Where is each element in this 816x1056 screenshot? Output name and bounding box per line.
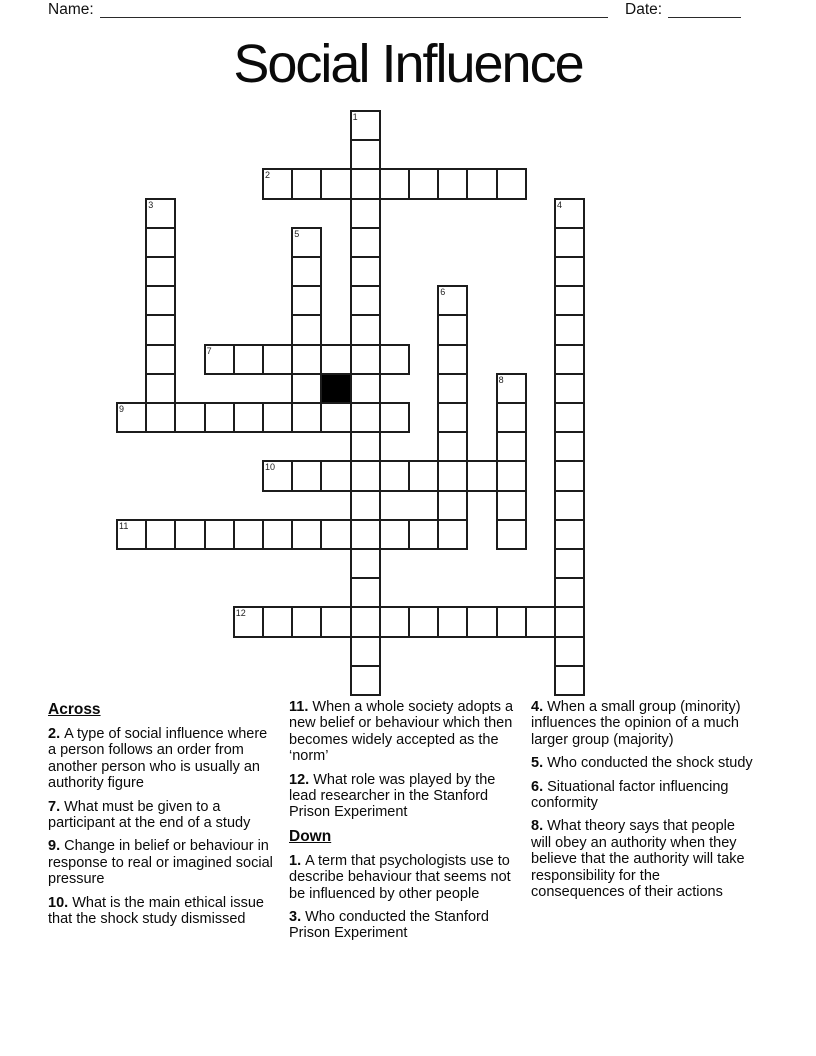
grid-cell[interactable] (554, 198, 585, 229)
grid-cell[interactable] (350, 636, 381, 667)
grid-cell[interactable] (262, 344, 293, 375)
clue-number: 11. (289, 699, 313, 715)
grid-cell[interactable] (554, 285, 585, 316)
clue-number: 9. (48, 838, 65, 855)
grid-cell[interactable] (554, 256, 585, 287)
grid-cell[interactable] (291, 314, 322, 345)
cell-number: 11 (119, 520, 129, 531)
grid-cell[interactable] (379, 460, 410, 491)
grid-cell[interactable] (437, 402, 468, 433)
cell-number: 5 (294, 228, 300, 239)
clue: 11. When a whole society adopts a new belief or behaviour which then becomes widely accepted as the ‘norm’ (289, 699, 514, 765)
grid-cell[interactable] (437, 519, 468, 550)
clues-section-header: Across (48, 701, 101, 718)
grid-cell[interactable] (145, 373, 176, 404)
grid-cell[interactable] (496, 519, 527, 550)
grid-cell[interactable] (262, 519, 293, 550)
grid-cell[interactable] (350, 460, 381, 491)
grid-cell[interactable] (262, 606, 293, 637)
grid-cell[interactable] (437, 285, 468, 316)
grid-cell[interactable] (437, 344, 468, 375)
grid-cell[interactable] (437, 460, 468, 491)
grid-cell[interactable] (291, 606, 322, 637)
grid-cell[interactable] (379, 402, 410, 433)
grid-cell[interactable] (291, 256, 322, 287)
grid-cell[interactable] (437, 373, 468, 404)
clue: 12. What role was played by the lead researcher in the Stanford Prison Experiment (289, 771, 496, 821)
grid-cell[interactable] (554, 314, 585, 345)
grid-cell[interactable] (145, 198, 176, 229)
grid-cell[interactable] (437, 168, 468, 199)
clue: 7. What must be given to a participant at the end of a study (48, 798, 251, 832)
cell-number: 10 (265, 462, 276, 473)
grid-cell[interactable] (116, 519, 147, 550)
grid-cell[interactable] (262, 460, 293, 491)
clue-column-2 (289, 699, 515, 949)
grid-cell[interactable] (437, 490, 468, 521)
grid-cell[interactable] (350, 198, 381, 229)
grid-cell[interactable] (233, 519, 264, 550)
clue-number: 3. (289, 909, 306, 926)
grid-cell[interactable] (379, 168, 410, 199)
grid-cell[interactable] (291, 519, 322, 550)
grid-cell[interactable] (350, 577, 381, 608)
grid-cell[interactable] (350, 256, 381, 287)
grid-cell[interactable] (350, 344, 381, 375)
grid-cell[interactable] (496, 606, 527, 637)
grid-cell[interactable] (437, 431, 468, 462)
cell-number: 12 (235, 608, 246, 619)
grid-cell[interactable] (350, 285, 381, 316)
grid-cell[interactable] (379, 519, 410, 550)
clue-number: 7. (48, 798, 65, 815)
grid-cell[interactable] (291, 460, 322, 491)
grid-cell[interactable] (350, 139, 381, 170)
grid-cell[interactable] (262, 402, 293, 433)
grid-cell[interactable] (145, 314, 176, 345)
cell-number: 3 (148, 199, 154, 210)
grid-cell[interactable] (554, 431, 585, 462)
cell-number: 9 (119, 404, 125, 414)
clue: 1. A term that psychologists use to describe behaviour that seems not be influenced by other people (289, 852, 511, 902)
grid-cell[interactable] (291, 344, 322, 375)
grid-cell[interactable] (350, 665, 381, 696)
grid-cell[interactable] (466, 606, 497, 637)
grid-cell[interactable] (408, 460, 439, 491)
clue-number: 5. (531, 755, 548, 772)
grid-cell[interactable] (350, 490, 381, 521)
grid-cell[interactable] (204, 519, 235, 550)
grid-cell[interactable] (174, 402, 205, 433)
grid-cell[interactable] (350, 373, 381, 404)
grid-cell[interactable] (554, 373, 585, 404)
black-cell (320, 373, 351, 404)
clue: 10. What is the main ethical issue that the shock study dismissed (48, 894, 264, 928)
grid-cell[interactable] (554, 490, 585, 521)
grid-cell[interactable] (320, 344, 351, 375)
clue-column-3 (531, 699, 757, 907)
grid-cell[interactable] (145, 402, 176, 433)
clue: 2. A type of social influence where a person follows an order from another person who is usually an authority figure (48, 726, 268, 792)
clue: 8. What theory says that people will obey an authority when they believe that the authority will take responsibility for the consequences of their actions (531, 818, 745, 901)
clue-number: 1. (289, 852, 306, 869)
grid-cell[interactable] (466, 460, 497, 491)
grid-cell[interactable] (437, 606, 468, 637)
cell-number: 1 (352, 112, 358, 122)
grid-cell[interactable] (379, 606, 410, 637)
grid-cell[interactable] (320, 168, 351, 199)
grid-cell[interactable] (291, 373, 322, 404)
grid-cell[interactable] (145, 519, 176, 550)
grid-cell[interactable] (408, 168, 439, 199)
grid-cell[interactable] (262, 168, 293, 199)
clue-number: 8. (531, 818, 548, 835)
clue: 4. When a small group (minority) influences the opinion of a much larger group (majority) (531, 699, 741, 748)
grid-cell[interactable] (320, 519, 351, 550)
grid-cell[interactable] (320, 606, 351, 637)
grid-cell[interactable] (233, 344, 264, 375)
cell-number: 8 (498, 374, 504, 385)
grid-cell[interactable] (145, 285, 176, 316)
grid-cell[interactable] (350, 402, 381, 433)
grid-cell[interactable] (233, 402, 264, 433)
grid-cell[interactable] (554, 519, 585, 550)
clue: 6. Situational factor influencing conformity (531, 778, 729, 812)
cell-number: 4 (557, 199, 563, 210)
grid-cell[interactable] (525, 606, 556, 637)
grid-cell[interactable] (233, 606, 264, 637)
grid-cell[interactable] (554, 344, 585, 375)
grid-cell[interactable] (145, 344, 176, 375)
cell-number: 6 (440, 287, 446, 298)
grid-cell[interactable] (350, 314, 381, 345)
grid-cell[interactable] (554, 577, 585, 608)
grid-cell[interactable] (379, 344, 410, 375)
grid-cell[interactable] (320, 402, 351, 433)
name-label: Name: (48, 1, 94, 18)
cell-number: 2 (265, 170, 271, 181)
grid-cell[interactable] (291, 402, 322, 433)
clue: 9. Change in belief or behaviour in response to real or imagined social pressure (48, 838, 273, 888)
grid-cell[interactable] (291, 168, 322, 199)
grid-cell[interactable] (496, 402, 527, 433)
clue-number: 4. (531, 699, 548, 715)
grid-cell[interactable] (350, 431, 381, 462)
grid-cell[interactable] (291, 227, 322, 258)
grid-cell[interactable] (554, 548, 585, 579)
clue-number: 10. (48, 894, 73, 911)
clue-number: 6. (531, 778, 548, 795)
grid-cell[interactable] (554, 460, 585, 491)
grid-cell[interactable] (204, 402, 235, 433)
date-label: Date: (625, 1, 663, 18)
grid-cell[interactable] (116, 402, 147, 433)
grid-cell[interactable] (350, 519, 381, 550)
grid-cell[interactable] (554, 227, 585, 258)
grid-cell[interactable] (496, 431, 527, 462)
grid-cell[interactable] (554, 606, 585, 637)
grid-cell[interactable] (350, 168, 381, 199)
clue: 5. Who conducted the shock study (531, 755, 753, 772)
grid-cell[interactable] (437, 314, 468, 345)
grid-cell[interactable] (145, 256, 176, 287)
grid-cell[interactable] (466, 168, 497, 199)
grid-cell[interactable] (350, 227, 381, 258)
grid-cell[interactable] (408, 606, 439, 637)
page-title: Social Influence (233, 34, 583, 94)
grid-cell[interactable] (496, 168, 527, 199)
grid-cell[interactable] (174, 519, 205, 550)
grid-cell[interactable] (554, 636, 585, 667)
grid-cell[interactable] (145, 227, 176, 258)
grid-cell[interactable] (350, 110, 381, 141)
clue: 3. Who conducted the Stanford Prison Experiment (289, 909, 489, 942)
grid-cell[interactable] (350, 548, 381, 579)
cell-number: 7 (206, 345, 212, 356)
grid-cell[interactable] (496, 373, 527, 404)
clue-column-1 (48, 699, 274, 934)
grid-cell[interactable] (554, 665, 585, 696)
grid-cell[interactable] (350, 606, 381, 637)
clue-number: 12. (289, 771, 314, 788)
grid-cell[interactable] (291, 285, 322, 316)
grid-cell[interactable] (320, 460, 351, 491)
clue-number: 2. (48, 726, 65, 742)
grid-cell[interactable] (408, 519, 439, 550)
grid-cell[interactable] (496, 460, 527, 491)
grid-cell[interactable] (204, 344, 235, 375)
clues-section-header: Down (289, 827, 332, 845)
grid-cell[interactable] (554, 402, 585, 433)
grid-cell[interactable] (496, 490, 527, 521)
